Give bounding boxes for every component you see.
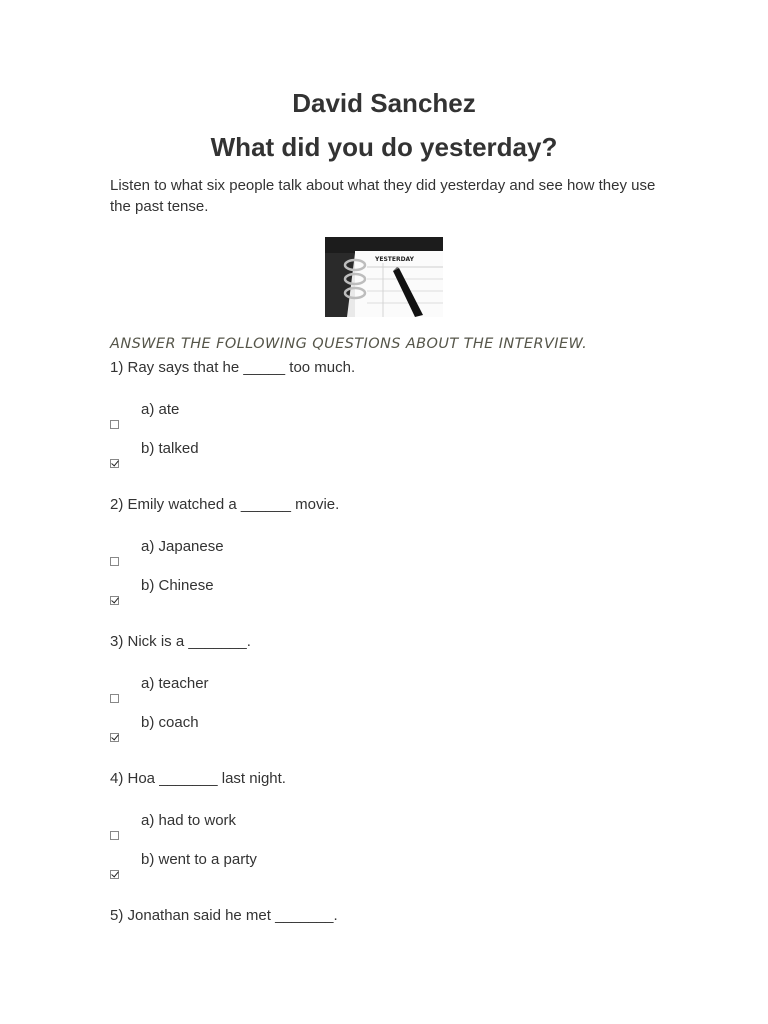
- question-3: 3) Nick is a _______.: [110, 633, 251, 650]
- option-label: b) talked: [141, 440, 199, 457]
- option-label: b) Chinese: [141, 577, 214, 594]
- planner-notebook-with-pen-icon: [325, 237, 443, 317]
- option-label: a) ate: [141, 401, 180, 418]
- option-label: a) teacher: [141, 675, 209, 692]
- intro-text: Listen to what six people talk about what they did yesterday and see how they use the past tense.: [110, 177, 656, 215]
- option-checkbox[interactable]: [110, 733, 119, 742]
- option-label: a) had to work: [141, 812, 237, 829]
- option-label: b) went to a party: [141, 851, 257, 868]
- question-4: 4) Hoa _______ last night.: [110, 770, 286, 787]
- author-name: David Sanchez: [292, 88, 476, 118]
- planner-label: YESTERDAY: [375, 256, 414, 263]
- option-label: a) Japanese: [141, 538, 224, 555]
- option-checkbox[interactable]: [110, 459, 119, 468]
- question-5: 5) Jonathan said he met _______.: [110, 907, 338, 924]
- question-1: 1) Ray says that he _____ too much.: [110, 359, 356, 376]
- option-checkbox[interactable]: [110, 694, 119, 703]
- question-2: 2) Emily watched a ______ movie.: [110, 496, 340, 513]
- option-checkbox[interactable]: [110, 596, 119, 605]
- option-checkbox[interactable]: [110, 870, 119, 879]
- worksheet-title: What did you do yesterday?: [210, 132, 558, 162]
- option-label: b) coach: [141, 714, 199, 731]
- option-checkbox[interactable]: [110, 420, 119, 429]
- option-checkbox[interactable]: [110, 557, 119, 566]
- section-heading: ANSWER THE FOLLOWING QUESTIONS ABOUT THE INTERVIEW.: [110, 336, 588, 352]
- option-checkbox[interactable]: [110, 831, 119, 840]
